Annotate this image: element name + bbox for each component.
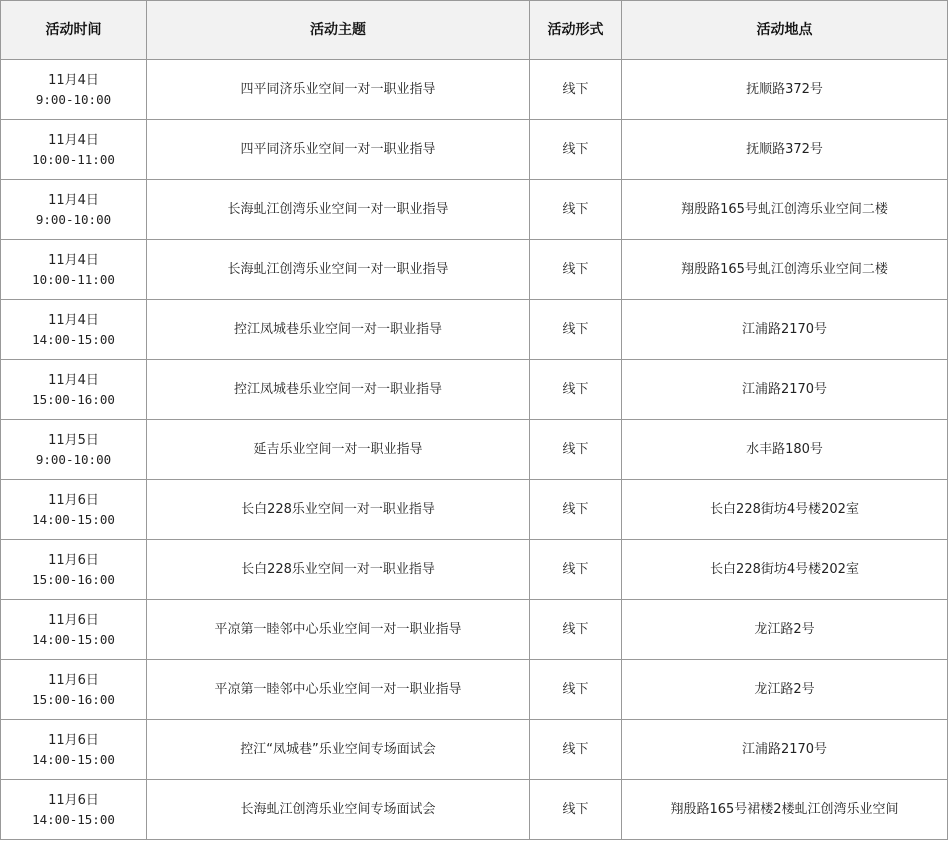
date-text: 11月4日 [48,372,99,388]
date-text: 11月6日 [48,612,99,628]
place-cell: 江浦路2170号 [622,360,948,420]
form-cell: 线下 [530,540,622,600]
place-cell: 水丰路180号 [622,420,948,480]
topic-cell: 控江凤城巷乐业空间一对一职业指导 [147,360,530,420]
topic-cell: 长海虬江创湾乐业空间一对一职业指导 [147,240,530,300]
place-cell: 翔殷路165号虬江创湾乐业空间二楼 [622,240,948,300]
table-row [1,180,948,240]
form-cell: 线下 [530,420,622,480]
topic-cell: 控江“凤城巷”乐业空间专场面试会 [147,720,530,780]
date-text: 11月6日 [48,672,99,688]
table-row [1,660,948,720]
form-cell: 线下 [530,120,622,180]
time-cell [1,120,147,180]
time-text: 9:00-10:00 [35,211,112,227]
place-cell: 翔殷路165号虬江创湾乐业空间二楼 [622,180,948,240]
place-cell: 翔殷路165号裙楼2楼虬江创湾乐业空间 [622,780,948,840]
table-row [1,720,948,780]
time-text: 10:00-11:00 [32,271,115,287]
form-cell: 线下 [530,780,622,840]
form-cell: 线下 [530,60,622,120]
table-row [1,360,948,420]
form-cell: 线下 [530,300,622,360]
form-cell: 线下 [530,660,622,720]
topic-cell: 长白228乐业空间一对一职业指导 [147,540,530,600]
date-text: 11月4日 [48,312,99,328]
form-cell: 线下 [530,240,622,300]
place-cell: 龙江路2号 [622,600,948,660]
time-cell [1,540,147,600]
topic-cell: 长白228乐业空间一对一职业指导 [147,480,530,540]
date-text: 11月4日 [48,132,99,148]
form-cell: 线下 [530,480,622,540]
header-place: 活动地点 [622,1,948,60]
date-text: 11月6日 [48,792,99,808]
table-row [1,480,948,540]
time-cell [1,180,147,240]
place-cell: 抚顺路372号 [622,60,948,120]
date-text: 11月4日 [48,72,99,88]
date-text: 11月6日 [48,492,99,508]
time-cell [1,660,147,720]
time-text: 14:00-15:00 [32,511,115,527]
time-text: 14:00-15:00 [32,331,115,347]
time-text: 15:00-16:00 [32,391,115,407]
table-header-row [1,1,948,60]
time-text: 9:00-10:00 [35,451,112,467]
time-cell [1,360,147,420]
topic-cell: 控江凤城巷乐业空间一对一职业指导 [147,300,530,360]
time-cell [1,780,147,840]
topic-cell: 平凉第一睦邻中心乐业空间一对一职业指导 [147,660,530,720]
table-row [1,240,948,300]
date-text: 11月6日 [48,732,99,748]
topic-cell: 长海虬江创湾乐业空间专场面试会 [147,780,530,840]
table-row [1,600,948,660]
topic-cell: 四平同济乐业空间一对一职业指导 [147,120,530,180]
header-topic: 活动主题 [147,1,530,60]
form-cell: 线下 [530,720,622,780]
form-cell: 线下 [530,360,622,420]
time-text: 15:00-16:00 [32,691,115,707]
place-cell: 江浦路2170号 [622,720,948,780]
time-cell [1,60,147,120]
header-time: 活动时间 [1,1,147,60]
time-text: 14:00-15:00 [32,751,115,767]
table-row [1,420,948,480]
topic-cell: 平凉第一睦邻中心乐业空间一对一职业指导 [147,600,530,660]
time-text: 10:00-11:00 [32,151,115,167]
date-text: 11月5日 [48,432,99,448]
topic-cell: 长海虬江创湾乐业空间一对一职业指导 [147,180,530,240]
time-cell [1,420,147,480]
time-cell [1,720,147,780]
date-text: 11月4日 [48,192,99,208]
time-cell [1,600,147,660]
place-cell: 抚顺路372号 [622,120,948,180]
time-cell [1,240,147,300]
time-text: 15:00-16:00 [32,571,115,587]
place-cell: 长白228街坊4号楼202室 [622,540,948,600]
time-cell [1,480,147,540]
time-text: 9:00-10:00 [35,91,112,107]
place-cell: 龙江路2号 [622,660,948,720]
table-body [1,60,948,840]
place-cell: 长白228街坊4号楼202室 [622,480,948,540]
table-row [1,780,948,840]
form-cell: 线下 [530,180,622,240]
place-cell: 江浦路2170号 [622,300,948,360]
date-text: 11月4日 [48,252,99,268]
topic-cell: 延吉乐业空间一对一职业指导 [147,420,530,480]
table-row [1,120,948,180]
topic-cell: 四平同济乐业空间一对一职业指导 [147,60,530,120]
form-cell: 线下 [530,600,622,660]
time-cell [1,300,147,360]
table-row [1,300,948,360]
time-text: 14:00-15:00 [32,631,115,647]
time-text: 14:00-15:00 [32,811,115,827]
table-row [1,60,948,120]
header-form: 活动形式 [530,1,622,60]
date-text: 11月6日 [48,552,99,568]
table-row [1,540,948,600]
